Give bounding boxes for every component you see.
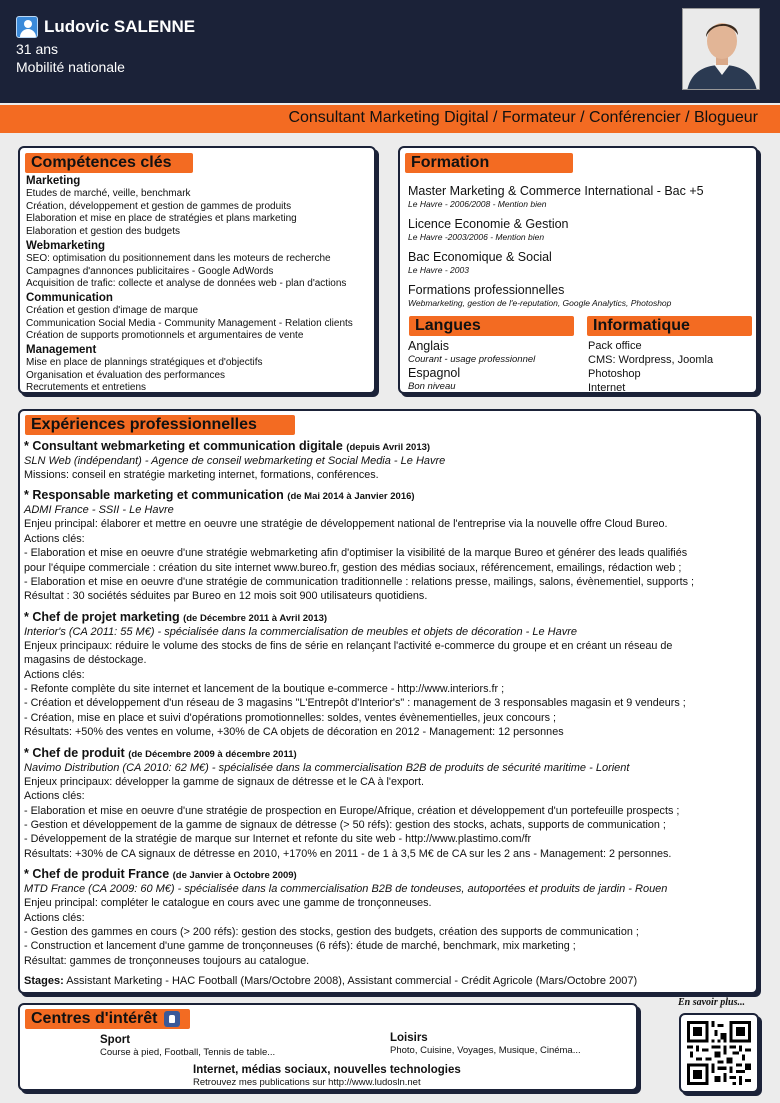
langues-title: Langues	[409, 316, 574, 336]
job-line: Résultats: +50% des ventes en volume, +30% de CA objets de décoration en 2012 - Management: 12 personnes	[24, 726, 564, 739]
job-line: - Gestion des gammes en cours (> 200 réfs): gestion des stocks, gestion des budgets, création des supports de communication ;	[24, 925, 639, 938]
qr-code-icon[interactable]	[687, 1021, 751, 1085]
job-line: - Elaboration et mise en oeuvre d'une stratégie de prospection en Europe/Afrique, création et développement d'un portefeuille prospects ;	[24, 804, 680, 817]
it-skill: Photoshop	[588, 368, 641, 380]
job-entry	[24, 488, 752, 603]
candidate-mobility: Mobilité nationale	[16, 59, 125, 75]
job-line: Actions clés:	[24, 532, 85, 545]
interet-heading: Sport	[100, 1034, 131, 1046]
job-line: pour l'équipe commerciale : création du site internet www.bureo.fr, gestion des médias sociaux, référencement, emailings, rédaction web ;	[24, 561, 682, 574]
job-line: - Développement de la stratégie de marque sur Internet et refonte du site web - http://www.plastimo.com/fr	[24, 833, 532, 846]
competences-list	[26, 174, 371, 395]
competence-category: Webmarketing	[26, 239, 106, 252]
job-company: ADMI France - SSII - Le Havre	[24, 504, 174, 517]
it-skill: Pack office	[588, 340, 642, 352]
language-level: Bon niveau	[408, 381, 456, 392]
job-role: * Responsable marketing et communication	[24, 488, 284, 503]
formation-entry	[408, 282, 753, 309]
competence-item: Elaboration et gestion des budgets	[26, 226, 180, 238]
job-role: * Consultant webmarketing et communication digitale	[24, 439, 343, 453]
competences-panel	[18, 146, 376, 394]
formation-entry	[408, 249, 753, 276]
job-line: magasins de déstockage.	[24, 654, 147, 667]
name-row	[16, 16, 195, 38]
competence-category: Management	[26, 344, 97, 357]
competence-item: Création de supports promotionnels et argumentaires de vente	[26, 330, 304, 342]
job-line: - Refonte complète du site internet et lancement de la boutique e-commerce - http://www.interiors.fr ;	[24, 683, 505, 696]
job-line: - Elaboration et mise en oeuvre d'une stratégie de communication traditionnelle : relations presse, mailings, salons, évènementiel, supports ;	[24, 576, 695, 589]
interet-loisirs	[390, 1031, 581, 1057]
experiences-title: Expériences professionnelles	[25, 415, 295, 435]
job-period: (de Décembre 2009 à décembre 2011)	[128, 748, 297, 760]
formation-details: Le Havre - 2006/2008 - Mention bien	[408, 199, 547, 209]
stages-label: Stages:	[24, 975, 64, 988]
profile-photo	[682, 8, 760, 90]
formation-entry	[408, 216, 753, 243]
language-name: Anglais	[408, 339, 449, 353]
competence-item: Campagnes d'annonces publicitaires - Google AdWords	[26, 265, 274, 277]
job-line: - Elaboration et mise en oeuvre d'une stratégie webmarketing afin d'optimiser la visibilité de la marque Bureo et générer des leads qualifiés	[24, 547, 688, 560]
job-line: - Gestion et développement de la gamme de signaux de détresse (> 50 réfs): gestion des stocks, achats, supports de communication ;	[24, 818, 666, 831]
job-line: Actions clés:	[24, 668, 85, 681]
formation-degree: Master Marketing & Commerce International - Bac +5	[408, 184, 704, 198]
job-heading	[24, 610, 752, 626]
it-skill: Internet	[588, 382, 626, 394]
job-line: Enjeux principaux: réduire le volume des stocks de fins de série en relançant l'activité e-commerce du groupe et en créant un réseau de	[24, 639, 673, 652]
candidate-age: 31 ans	[16, 41, 59, 57]
job-role: * Chef de produit	[24, 745, 125, 760]
job-period: (de Décembre 2011 à Avril 2013)	[183, 612, 328, 624]
interet-internet	[193, 1063, 461, 1089]
qr-code-panel[interactable]	[679, 1013, 759, 1093]
competence-category: Marketing	[26, 175, 81, 187]
job-line: Enjeux principaux: développer la gamme de signaux de détresse et le CA à l'export.	[24, 775, 424, 788]
langues-list	[408, 339, 573, 393]
job-heading	[24, 746, 752, 762]
interet-text: Retrouvez mes publications sur http://www.ludosln.net	[193, 1077, 421, 1088]
job-line: Résultats: +30% de CA signaux de détresse en 2010, +170% en 2011 - de 1 à 3,5 M€ de CA sur les 2 ans - Management: 2 personnes.	[24, 847, 672, 860]
job-line: Résultat : 30 sociétés séduites par Bureo en 12 mois soit 900 utilisateurs quotidiens.	[24, 590, 428, 603]
header-band	[0, 0, 780, 103]
job-line: - Création, mise en place et suivi d'opérations promotionnelles: soldes, ventes évènementielles, jeux concours ;	[24, 711, 556, 724]
informatique-title: Informatique	[587, 316, 752, 336]
job-heading	[24, 439, 752, 455]
qr-caption: En savoir plus...	[678, 997, 745, 1008]
competences-title: Compétences clés	[25, 153, 193, 173]
job-entry	[24, 867, 752, 968]
formation-degree: Formations professionnelles	[408, 283, 565, 297]
job-period: (de Janvier à Octobre 2009)	[172, 870, 297, 882]
competence-item: Acquisition de trafic: collecte et analyse de données web - plan d'actions	[26, 278, 347, 290]
formation-degree: Licence Economie & Gestion	[408, 217, 569, 231]
job-heading	[24, 488, 752, 504]
informatique-list	[588, 339, 753, 395]
language-name: Espagnol	[408, 366, 461, 380]
formation-details: Le Havre -2003/2006 - Mention bien	[408, 232, 545, 242]
job-period: (de Mai 2014 à Janvier 2016)	[287, 491, 415, 503]
job-line: Actions clés:	[24, 911, 85, 924]
competence-item: SEO: optimisation du positionnement dans les moteurs de recherche	[26, 252, 331, 264]
language-level: Courant - usage professionnel	[408, 354, 536, 365]
interet-heading: Loisirs	[390, 1032, 428, 1044]
competence-item: Création, développement et gestion de gammes de produits	[26, 200, 292, 212]
job-title: Consultant Marketing Digital / Formateur / Conférencier / Blogueur	[288, 109, 758, 126]
thumbs-up-icon	[164, 1011, 180, 1027]
job-role: * Chef de produit France	[24, 867, 170, 882]
formation-list	[408, 183, 753, 315]
job-line: - Construction et lancement d'une gamme de tronçonneuses (6 réfs): étude de marché, benchmark, mix marketing ;	[24, 940, 576, 953]
interet-heading: Internet, médias sociaux, nouvelles technologies	[193, 1064, 461, 1076]
interet-sport	[100, 1033, 275, 1059]
stages-text: Assistant Marketing - HAC Football (Mars/Octobre 2008), Assistant commercial - Crédit Agricole (Mars/Octobre 2007)	[63, 975, 638, 988]
job-company: MTD France (CA 2009: 60 M€) - spécialisée dans la commercialisation B2B de tondeuses, autoportées et produits de jardin - Rouen	[24, 883, 668, 896]
job-line: Enjeu principal: élaborer et mettre en oeuvre une stratégie de développement national de l'entreprise via la nouvelle offre Cloud Bureo.	[24, 518, 668, 531]
interets-title: Centres d'intérêt	[31, 1010, 158, 1027]
job-line: Enjeu principal: compléter le catalogue en cours avec une gamme de tronçonneuses.	[24, 897, 432, 910]
competence-item: Recrutements et entretiens	[26, 382, 147, 394]
interets-title-box	[25, 1009, 190, 1029]
competence-item: Communication Social Media - Community Management - Relation clients	[26, 317, 353, 329]
job-title-bar	[0, 105, 780, 133]
job-line: - Création et développement d'un réseau de 3 magasins "L'Entrepôt d'Interior's" : management de 3 responsables magasin et 9 vendeurs ;	[24, 697, 686, 710]
job-heading	[24, 867, 752, 883]
job-company: Navimo Distribution (CA 2010: 62 M€) - spécialisée dans la commercialisation B2B de produits de sécurité maritime - Lorient	[24, 761, 630, 774]
interet-text: Course à pied, Football, Tennis de table...	[100, 1047, 276, 1058]
competence-item: Etudes de marché, veille, benchmark	[26, 188, 191, 199]
job-entry	[24, 746, 752, 861]
candidate-name: Ludovic SALENNE	[44, 17, 196, 36]
job-company: Interior's (CA 2011: 55 M€) - spécialisée dans la commercialisation de meubles et objets de décoration - Le Havre	[24, 625, 577, 638]
formation-entry	[408, 183, 753, 210]
job-company: SLN Web (indépendant) - Agence de conseil webmarketing et Social Media - Le Havre	[24, 455, 446, 467]
job-line: Actions clés:	[24, 790, 85, 803]
competence-category: Communication	[26, 291, 113, 304]
user-icon	[16, 16, 38, 38]
interet-text: Photo, Cuisine, Voyages, Musique, Cinéma...	[390, 1045, 581, 1056]
formation-details: Le Havre - 2003	[408, 265, 469, 275]
interets-panel	[18, 1003, 638, 1091]
competence-item: Elaboration et mise en place de stratégies et plans marketing	[26, 213, 297, 225]
it-skill: CMS: Wordpress, Joomla	[588, 354, 714, 366]
competence-item: Création et gestion d'image de marque	[26, 304, 199, 316]
job-entry	[24, 439, 752, 482]
formation-panel	[398, 146, 758, 394]
formation-details: Webmarketing, gestion de l'e-reputation, Google Analytics, Photoshop	[408, 298, 672, 308]
stages-line	[24, 974, 752, 988]
job-period: (depuis Avril 2013)	[346, 442, 431, 453]
competence-item: Organisation et évaluation des performances	[26, 369, 226, 381]
job-line: Résultat: gammes de tronçonneuses toujours au catalogue.	[24, 954, 310, 967]
competence-item: Mise en place de plannings stratégiques et d'objectifs	[26, 357, 263, 369]
job-role: * Chef de projet marketing	[24, 609, 180, 624]
experiences-list	[24, 439, 752, 988]
job-entry	[24, 610, 752, 740]
formation-title: Formation	[405, 153, 573, 173]
experiences-panel	[18, 409, 758, 994]
job-line: Missions: conseil en stratégie marketing internet, formations, conférences.	[24, 469, 379, 481]
formation-degree: Bac Economique & Social	[408, 250, 552, 264]
